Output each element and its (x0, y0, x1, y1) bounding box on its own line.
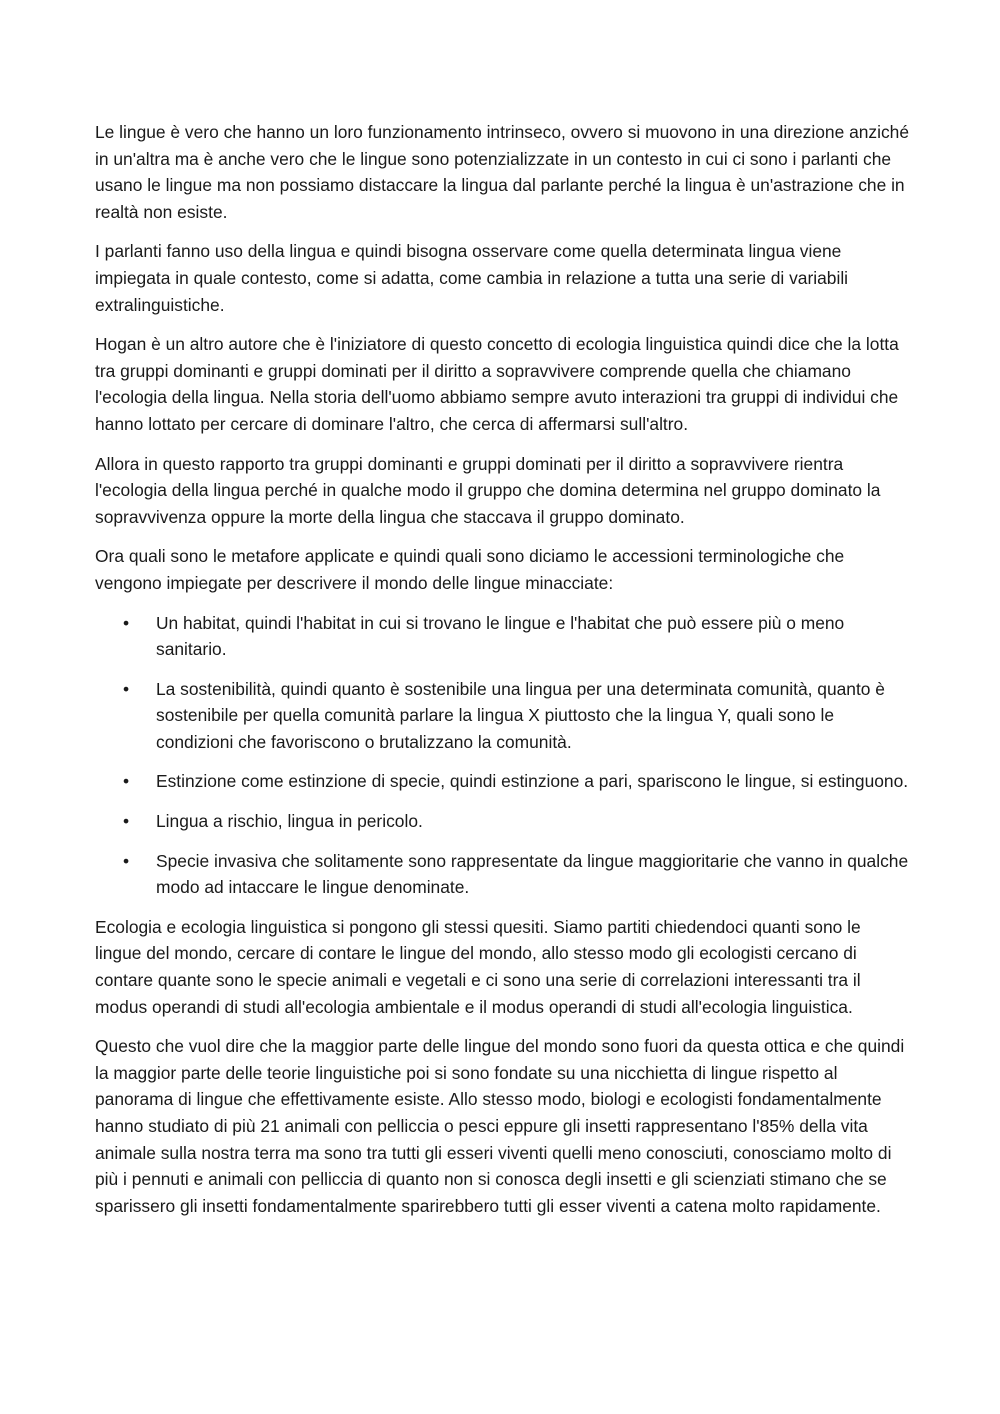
bullet-icon: • (123, 811, 130, 832)
list-item (95, 610, 909, 663)
list-item (95, 808, 909, 835)
list-item (95, 676, 909, 756)
list-item-text: Lingua a rischio, lingua in pericolo. (156, 811, 423, 832)
list-item-text: Estinzione come estinzione di specie, quindi estinzione a pari, spariscono le lingue, si estinguono. (156, 771, 909, 792)
list-item (95, 768, 909, 795)
bullet-icon: • (123, 850, 130, 871)
metaphor-list (95, 610, 909, 901)
list-item-text: La sostenibilità, quindi quanto è sostenibile una lingua per una determinata comunità, quanto è sostenibile per quella comunità parlare la lingua X piuttosto che la lingua Y, quali sono le condizioni che favoriscono o brutalizzano la comunità. (156, 678, 885, 752)
paragraph-hogan: Hogan è un altro autore che è l'iniziatore di questo concetto di ecologia linguistica quindi dice che la lotta tra gruppi dominanti e gruppi dominati per il diritto a sopravvivere comprende quella che chiamano l'ecologia della lingua. Nella storia dell'uomo abbiamo sempre avuto interazioni tra gruppi di individui che hanno lottato per cercare di dominare l'altro, che cerca di affermarsi sull'altro. (95, 334, 899, 434)
paragraph-intro: Le lingue è vero che hanno un loro funzionamento intrinseco, ovvero si muovono in una direzione anziché in un'altra ma è anche vero che le lingue sono potenzializzate in un contesto in cui ci sono i parlanti che usano le lingue ma non possiamo distaccare la lingua dal parlante perché la lingua è un'astrazione che in realtà non esiste. (95, 122, 910, 222)
paragraph-metaphors-intro: Ora quali sono le metafore applicate e quindi quali sono diciamo le accessioni terminologiche che vengono impiegate per descrivere il mondo delle lingue minacciate: (95, 546, 845, 593)
bullet-icon: • (123, 612, 130, 633)
document-page (95, 119, 909, 1232)
paragraph-speakers: I parlanti fanno uso della lingua e quindi bisogna osservare come quella determinata lingua viene impiegata in quale contesto, come si adatta, come cambia in relazione a tutta una serie di variabili extralinguistiche. (95, 241, 849, 315)
paragraph-ecology-questions: Ecologia e ecologia linguistica si pongono gli stessi quesiti. Siamo partiti chiedendoci quanti sono le lingue del mondo, cercare di contare le lingue del mondo, allo stesso modo gli ecologisti cercano di contare quante sono le specie animali e vegetali e ci sono una serie di correlazioni interessanti tra il modus operandi di studi all'ecologia ambientale e il modus operandi di studi all'ecologia linguistica. (95, 916, 861, 1017)
paragraph-dominant-groups: Allora in questo rapporto tra gruppi dominanti e gruppi dominati per il diritto a sopravvivere rientra l'ecologia della lingua perché in qualche modo il gruppo che domina determina nel gruppo dominato la sopravvivenza oppure la morte della lingua che staccava il gruppo dominato. (95, 453, 881, 527)
list-item-text: Un habitat, quindi l'habitat in cui si trovano le lingue e l'habitat che può essere più o meno sanitario. (156, 612, 845, 660)
list-item-text: Specie invasiva che solitamente sono rappresentate da lingue maggioritarie che vanno in qualche modo ad intaccare le lingue denominate. (156, 850, 909, 898)
list-item (95, 848, 909, 901)
bullet-icon: • (123, 771, 130, 792)
bullet-icon: • (123, 678, 130, 699)
paragraph-insects: Questo che vuol dire che la maggior parte delle lingue del mondo sono fuori da questa ottica e che quindi la maggior parte delle teorie linguistiche poi si sono fondate su una nicchietta di lingue rispetto al panorama di lingue che effettivamente esiste. Allo stesso modo, biologi e ecologisti fondamentalmente hanno studiato di più 21 animali con pelliccia o pesci eppure gli insetti rappresentano l'85% della vita animale sulla nostra terra ma sono tra tutti gli esseri viventi quelli meno conosciuti, conosciamo molto di più i pennuti e animali con pelliccia di quanto non si conosca degli insetti e gli scienziati stimano che se sparissero gli insetti fondamentalmente sparirebbero tutti gli esser viventi a catena molto rapidamente. (95, 1036, 905, 1216)
